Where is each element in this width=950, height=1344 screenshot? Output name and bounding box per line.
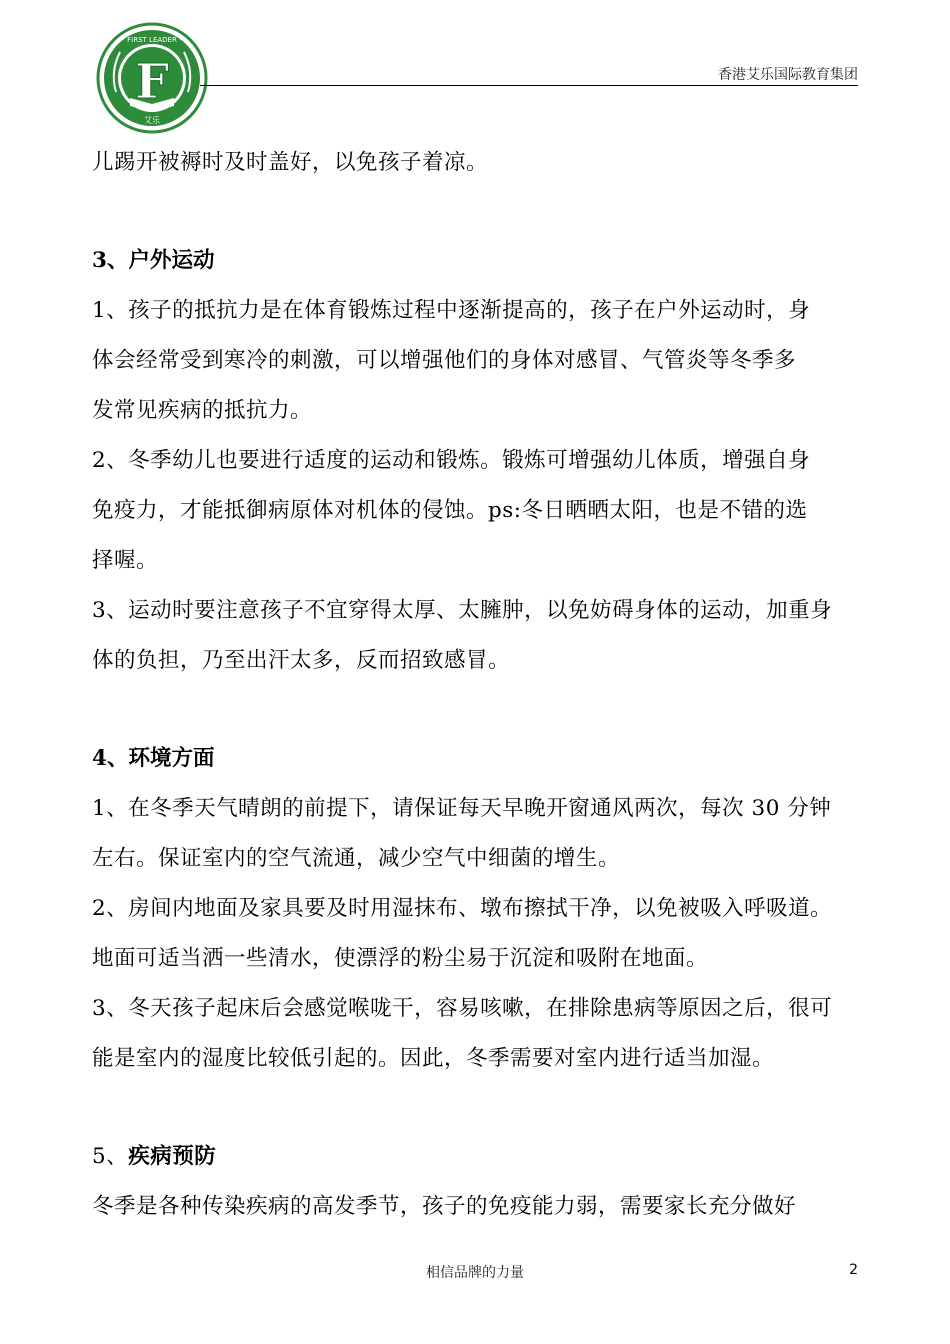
- section-3-line: 择喔。: [92, 548, 159, 573]
- section-3-title: 3、户外运动: [92, 248, 215, 273]
- section-3-line: 1、孩子的抵抗力是在体育锻炼过程中逐渐提高的，孩子在户外运动时，身: [92, 298, 811, 323]
- section-3-line: 免疫力，才能抵御病原体对机体的侵蚀。ps:冬日晒晒太阳，也是不错的选: [92, 498, 808, 523]
- section-4-line: 1、在冬季天气晴朗的前提下，请保证每天早晚开窗通风两次，每次 30 分钟: [92, 796, 832, 821]
- section-4-line: 左右。保证室内的空气流通，减少空气中细菌的增生。: [92, 846, 621, 871]
- section-4-line: 能是室内的湿度比较低引起的。因此，冬季需要对室内进行适当加湿。: [92, 1046, 775, 1071]
- section-5-title: [92, 1132, 862, 1182]
- section-5-title-text: 疾病预防: [128, 1144, 217, 1169]
- section-4-line: 地面可适当洒一些清水，使漂浮的粉尘易于沉淀和吸附在地面。: [92, 946, 709, 971]
- header-org-name: 香港艾乐国际教育集团: [718, 67, 858, 83]
- document-body: [92, 138, 862, 1232]
- logo-sub-text: 艾乐: [144, 116, 160, 125]
- company-logo: [96, 22, 208, 134]
- section-4-line: 3、冬天孩子起床后会感觉喉咙干，容易咳嗽，在排除患病等原因之后，很可: [92, 996, 833, 1021]
- page-number: 2: [849, 1262, 858, 1278]
- section-3-line: 2、冬季幼儿也要进行适度的运动和锻炼。锻炼可增强幼儿体质，增强自身: [92, 448, 811, 473]
- section-4-title: 4、环境方面: [92, 746, 215, 771]
- section-4-line: 2、房间内地面及家具要及时用湿抹布、墩布擦拭干净，以免被吸入呼吸道。: [92, 896, 833, 921]
- continuation-line: 儿踢开被褥时及时盖好，以免孩子着凉。: [92, 150, 489, 175]
- section-5-line: 冬季是各种传染疾病的高发季节，孩子的免疫能力弱，需要家长充分做好: [92, 1194, 797, 1219]
- section-3-line: 体会经常受到寒冷的刺激，可以增强他们的身体对感冒、气管炎等冬季多: [92, 348, 797, 373]
- logo-letter: F: [134, 54, 170, 110]
- header-divider: [200, 85, 858, 86]
- footer-slogan: 相信品牌的力量: [426, 1265, 524, 1281]
- section-3-line: 3、运动时要注意孩子不宜穿得太厚、太臃肿，以免妨碍身体的运动，加重身: [92, 598, 833, 623]
- section-3-line: 体的负担，乃至出汗太多，反而招致感冒。: [92, 648, 511, 673]
- section-5-number: 5、: [92, 1144, 129, 1169]
- logo-arc-text: FIRST LEADER: [127, 36, 177, 44]
- section-3-line: 发常见疾病的抵抗力。: [92, 398, 313, 423]
